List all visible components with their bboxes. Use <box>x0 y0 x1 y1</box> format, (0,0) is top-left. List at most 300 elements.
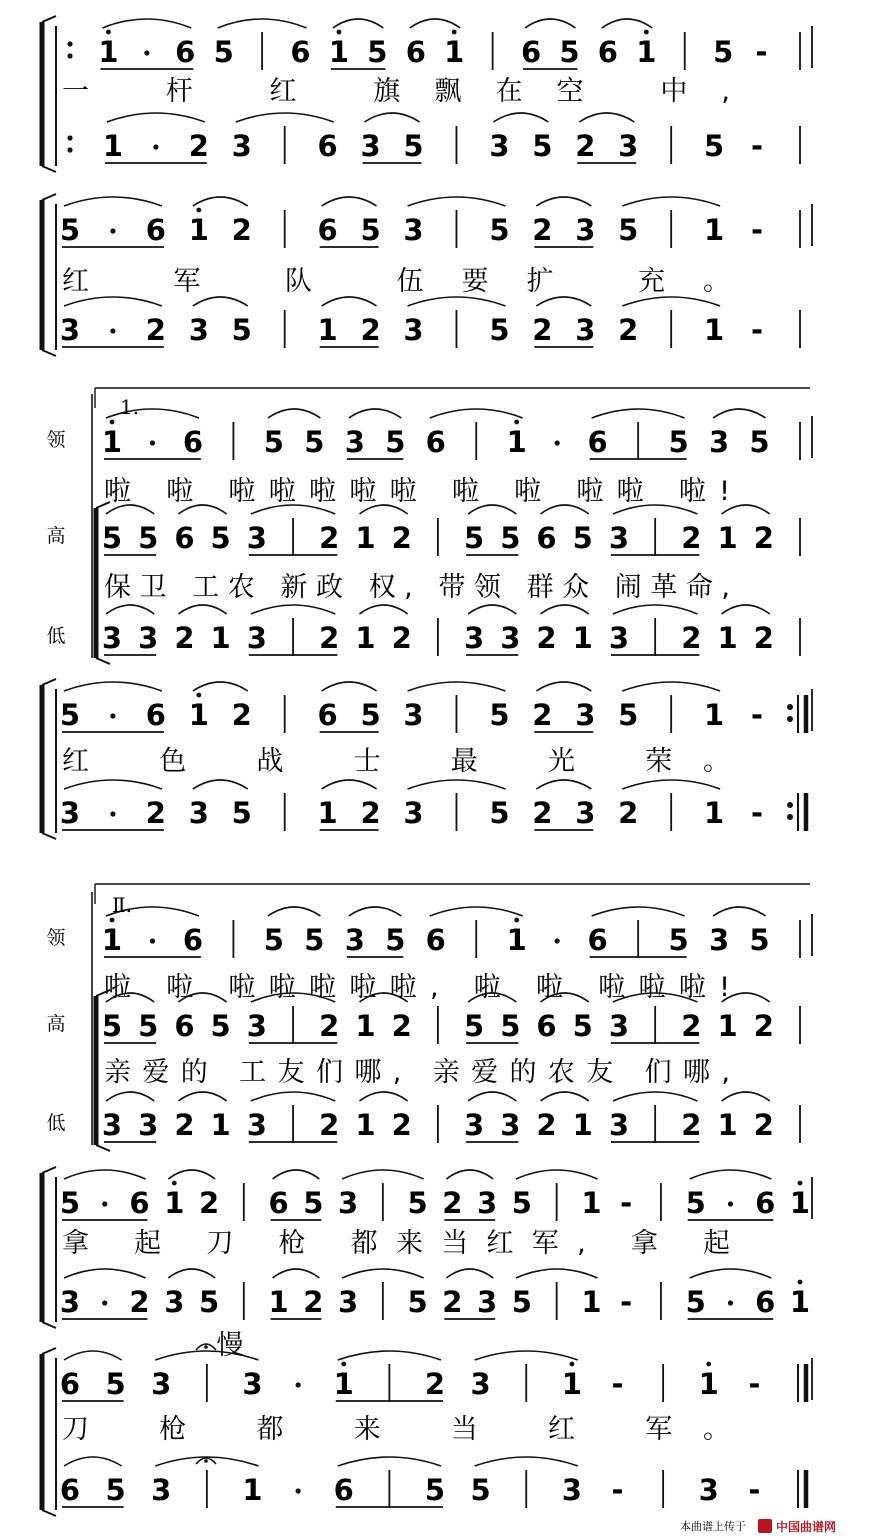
slur <box>475 1457 578 1466</box>
high-octave-dot <box>196 693 201 698</box>
system-1 <box>0 0 812 172</box>
slur <box>408 780 506 789</box>
note-3: 3 <box>101 621 123 655</box>
note-5: 5 <box>210 521 231 555</box>
note-2: 2 <box>303 1285 324 1319</box>
note-2: 2 <box>174 1108 195 1142</box>
slur <box>525 19 575 28</box>
slur <box>536 682 591 691</box>
slur <box>516 1170 598 1179</box>
note-2: 2 <box>532 796 553 830</box>
fermata-dot <box>204 1345 208 1349</box>
note-5: 5 <box>685 1285 706 1319</box>
note-5: 5 <box>304 923 325 957</box>
note-6: 6 <box>587 923 608 957</box>
augmentation-dot <box>153 144 158 149</box>
note-5: 5 <box>668 923 689 957</box>
note-3: 3 <box>59 796 81 830</box>
high-octave-dot <box>172 1181 177 1186</box>
note-2: 2 <box>319 1108 340 1142</box>
dash-note: - <box>751 313 764 347</box>
slur <box>359 1092 407 1101</box>
augmentation-dot <box>150 440 155 445</box>
note-2: 2 <box>391 621 412 655</box>
augmentation-dot <box>110 328 115 333</box>
high-octave-dot <box>798 1280 803 1285</box>
augmentation-dot <box>296 1382 301 1387</box>
note-2: 2 <box>391 521 412 555</box>
note-5: 5 <box>685 1186 706 1220</box>
slur <box>446 1269 493 1278</box>
note-6: 6 <box>536 521 557 555</box>
high-octave-dot <box>514 420 519 425</box>
slur <box>64 1170 146 1179</box>
note-3: 3 <box>344 923 365 957</box>
note-1: 1 <box>317 313 338 347</box>
note-6: 6 <box>145 698 166 732</box>
note-2: 2 <box>188 129 209 163</box>
slur <box>322 780 377 789</box>
slur <box>64 1457 122 1466</box>
high-octave-dot <box>196 208 201 213</box>
note-1: 1 <box>698 1367 719 1401</box>
slur <box>322 297 377 306</box>
slur <box>349 907 401 916</box>
note-6: 6 <box>755 1186 776 1220</box>
note-3: 3 <box>477 1285 498 1319</box>
dash-note: - <box>755 35 768 69</box>
note-1: 1 <box>102 129 124 163</box>
note-1: 1 <box>581 1186 602 1220</box>
slur <box>107 113 205 122</box>
note-3: 3 <box>246 1009 267 1043</box>
fermata-dot <box>204 1459 208 1463</box>
note-2: 2 <box>145 313 166 347</box>
note-3: 3 <box>618 129 639 163</box>
repeat-dot <box>787 814 793 820</box>
slur <box>168 1269 215 1278</box>
note-6: 6 <box>317 129 338 163</box>
slur <box>536 780 591 789</box>
slur <box>349 409 401 418</box>
augmentation-dot <box>144 50 149 55</box>
note-3: 3 <box>101 1108 123 1142</box>
note-5: 5 <box>618 698 639 732</box>
volta-first-label: 1. <box>120 395 140 419</box>
augmentation-dot <box>728 1201 733 1206</box>
note-3: 3 <box>561 1473 582 1507</box>
slur <box>613 605 697 614</box>
slur <box>536 297 591 306</box>
slur <box>408 682 506 691</box>
note-2: 2 <box>129 1285 150 1319</box>
note-6: 6 <box>425 425 446 459</box>
repeat-dot <box>67 147 72 152</box>
note-5: 5 <box>59 213 81 247</box>
note-1: 1 <box>506 425 527 459</box>
bracket-hook <box>96 1145 110 1151</box>
note-5: 5 <box>749 923 770 957</box>
note-5: 5 <box>713 35 734 69</box>
note-5: 5 <box>360 698 381 732</box>
note-2: 2 <box>536 1108 557 1142</box>
note-6: 6 <box>182 425 204 459</box>
note-1: 1 <box>704 698 725 732</box>
note-3: 3 <box>164 1285 185 1319</box>
note-1: 1 <box>101 425 123 459</box>
note-5: 5 <box>511 1285 532 1319</box>
note-5: 5 <box>198 1285 220 1319</box>
note-1: 1 <box>506 923 527 957</box>
slur <box>236 113 334 122</box>
note-3: 3 <box>708 923 730 957</box>
part-label-high: 高 <box>46 1013 66 1035</box>
note-1: 1 <box>101 923 123 957</box>
slur <box>64 197 162 206</box>
note-1: 1 <box>268 1285 289 1319</box>
note-2: 2 <box>424 1367 446 1401</box>
note-1: 1 <box>210 1108 231 1142</box>
note-3: 3 <box>151 1367 172 1401</box>
note-5: 5 <box>489 313 510 347</box>
note-5: 5 <box>489 796 510 830</box>
lyric-line: 保卫 工农 新政 权, 带领 群众 闹革命, <box>104 572 730 603</box>
augmentation-dot <box>102 1300 107 1305</box>
note-5: 5 <box>101 521 123 555</box>
dash-note: - <box>620 1186 633 1220</box>
note-5: 5 <box>489 213 510 247</box>
note-3: 3 <box>188 313 209 347</box>
note-2: 2 <box>174 621 195 655</box>
note-5: 5 <box>500 1009 521 1043</box>
slur <box>342 1170 424 1179</box>
note-1: 1 <box>317 796 338 830</box>
slur <box>602 19 652 28</box>
slur <box>430 907 523 916</box>
lyric-line: 一 杆 红 旗飘在空 中, <box>62 76 730 107</box>
note-3: 3 <box>470 1367 491 1401</box>
note-2: 2 <box>618 796 639 830</box>
note-3: 3 <box>403 213 424 247</box>
note-2: 2 <box>231 698 252 732</box>
high-octave-dot <box>110 420 115 425</box>
slur <box>64 1269 146 1278</box>
lyric-line: 啦 啦 啦啦啦啦啦 啦 啦 啦啦 啦! <box>104 476 730 507</box>
slur <box>536 197 591 206</box>
repeat-dot <box>67 53 72 58</box>
note-2: 2 <box>360 796 381 830</box>
note-2: 2 <box>681 521 702 555</box>
note-1: 1 <box>704 213 725 247</box>
note-6: 6 <box>174 1009 195 1043</box>
note-3: 3 <box>242 1367 263 1401</box>
bracket-hook <box>42 16 56 22</box>
note-2: 2 <box>442 1285 463 1319</box>
note-5: 5 <box>360 213 381 247</box>
slur <box>64 780 162 789</box>
note-5: 5 <box>59 698 81 732</box>
note-6: 6 <box>145 213 166 247</box>
dash-note: - <box>611 1473 624 1507</box>
note-1: 1 <box>717 1108 738 1142</box>
note-5: 5 <box>59 1186 81 1220</box>
note-1: 1 <box>572 621 593 655</box>
note-3: 3 <box>344 425 365 459</box>
high-octave-dot <box>337 30 342 35</box>
high-octave-dot <box>569 1362 574 1367</box>
note-1: 1 <box>444 35 465 69</box>
upload-note: 本曲谱上传于 <box>680 1520 746 1533</box>
note-3: 3 <box>246 1108 267 1142</box>
slur <box>365 113 420 122</box>
note-5: 5 <box>101 1009 123 1043</box>
lyric-line: 拿 起 刀 枪 都来当红军, 拿 起 <box>62 1228 730 1259</box>
note-3: 3 <box>403 698 424 732</box>
bracket-hook <box>42 1510 56 1516</box>
note-2: 2 <box>319 1009 340 1043</box>
slur <box>106 605 154 614</box>
slur <box>408 197 506 206</box>
note-6: 6 <box>333 1473 354 1507</box>
slur <box>622 780 720 789</box>
note-6: 6 <box>755 1285 776 1319</box>
note-3: 3 <box>151 1473 172 1507</box>
slur <box>613 1092 697 1101</box>
note-6: 6 <box>174 521 195 555</box>
note-2: 2 <box>575 129 596 163</box>
note-1: 1 <box>355 1108 376 1142</box>
note-1: 1 <box>704 313 725 347</box>
note-2: 2 <box>681 1108 702 1142</box>
note-3: 3 <box>698 1473 719 1507</box>
slur <box>273 1170 320 1179</box>
note-3: 3 <box>489 129 510 163</box>
note-6: 6 <box>536 1009 557 1043</box>
note-1: 1 <box>210 621 231 655</box>
augmentation-dot <box>728 1300 733 1305</box>
augmentation-dot <box>555 938 560 943</box>
repeat-dot <box>787 716 793 722</box>
slur <box>359 605 407 614</box>
high-octave-dot <box>644 30 649 35</box>
slur <box>410 19 460 28</box>
dash-note: - <box>751 698 764 732</box>
slur <box>592 409 685 418</box>
repeat-dot <box>67 135 72 140</box>
bracket-hook <box>42 1322 56 1328</box>
augmentation-dot <box>102 1201 107 1206</box>
dash-note: - <box>748 1367 761 1401</box>
note-1: 1 <box>704 796 725 830</box>
slur <box>64 682 162 691</box>
note-5: 5 <box>470 1473 491 1507</box>
slur <box>516 1269 598 1278</box>
note-1: 1 <box>328 35 350 69</box>
note-3: 3 <box>608 621 630 655</box>
note-3: 3 <box>575 313 596 347</box>
note-1: 1 <box>355 521 376 555</box>
note-3: 3 <box>138 621 159 655</box>
slur <box>468 605 516 614</box>
note-5: 5 <box>489 698 510 732</box>
note-5: 5 <box>304 425 325 459</box>
slur <box>493 113 548 122</box>
note-1: 1 <box>572 1108 593 1142</box>
dash-note: - <box>748 1473 761 1507</box>
slur <box>338 1351 441 1360</box>
note-2: 2 <box>391 1009 412 1043</box>
slur <box>251 605 335 614</box>
note-5: 5 <box>407 1285 428 1319</box>
note-3: 3 <box>477 1186 498 1220</box>
slur <box>475 1351 578 1360</box>
high-octave-dot <box>106 30 111 35</box>
slur <box>690 1170 772 1179</box>
note-3: 3 <box>608 1009 630 1043</box>
tempo-marking: 慢 <box>216 1330 244 1361</box>
note-2: 2 <box>360 313 381 347</box>
slur <box>722 605 770 614</box>
note-2: 2 <box>145 796 166 830</box>
note-5: 5 <box>464 1009 485 1043</box>
note-3: 3 <box>59 313 81 347</box>
note-3: 3 <box>575 698 596 732</box>
high-octave-dot <box>452 30 457 35</box>
slur <box>333 19 383 28</box>
note-5: 5 <box>749 425 770 459</box>
note-6: 6 <box>520 35 542 69</box>
slur <box>430 409 523 418</box>
dash-note: - <box>751 796 764 830</box>
note-6: 6 <box>268 1186 289 1220</box>
note-5: 5 <box>500 521 521 555</box>
note-5: 5 <box>532 129 553 163</box>
note-6: 6 <box>317 213 338 247</box>
note-3: 3 <box>500 621 521 655</box>
bracket-hook <box>42 679 56 685</box>
note-6: 6 <box>425 923 446 957</box>
bracket-hook <box>42 833 56 839</box>
note-2: 2 <box>753 1108 774 1142</box>
dash-note: - <box>620 1285 633 1319</box>
note-2: 2 <box>532 213 553 247</box>
note-5: 5 <box>138 1009 159 1043</box>
note-2: 2 <box>536 621 557 655</box>
slur <box>268 907 320 916</box>
note-6: 6 <box>129 1186 150 1220</box>
high-octave-dot <box>110 918 115 923</box>
note-6: 6 <box>405 35 426 69</box>
note-3: 3 <box>464 1108 485 1142</box>
note-2: 2 <box>198 1186 220 1220</box>
lyric-line: 啦 啦 啦啦啦啦啦, 啦 啦 啦啦啦! <box>104 972 730 1003</box>
note-3: 3 <box>231 129 252 163</box>
high-octave-dot <box>341 1362 346 1367</box>
augmentation-dot <box>110 228 115 233</box>
slur <box>713 907 765 916</box>
note-1: 1 <box>355 621 376 655</box>
dash-note: - <box>751 129 764 163</box>
note-5: 5 <box>572 1009 593 1043</box>
augmentation-dot <box>110 713 115 718</box>
note-1: 1 <box>164 1186 185 1220</box>
note-5: 5 <box>511 1186 532 1220</box>
note-2: 2 <box>753 521 774 555</box>
note-6: 6 <box>597 35 618 69</box>
note-1: 1 <box>717 621 738 655</box>
note-2: 2 <box>681 621 702 655</box>
part-label-low: 低 <box>46 1112 66 1134</box>
dash-note: - <box>611 1367 624 1401</box>
volta-second-label: Ⅱ. <box>112 893 132 917</box>
note-3: 3 <box>59 1285 81 1319</box>
note-5: 5 <box>138 521 159 555</box>
note-6: 6 <box>59 1473 81 1507</box>
note-5: 5 <box>231 313 252 347</box>
slur <box>408 297 506 306</box>
high-octave-dot <box>798 1181 803 1186</box>
note-3: 3 <box>464 621 485 655</box>
note-1: 1 <box>333 1367 354 1401</box>
note-1: 1 <box>561 1367 582 1401</box>
augmentation-dot <box>555 440 560 445</box>
note-5: 5 <box>385 923 406 957</box>
note-5: 5 <box>105 1367 126 1401</box>
part-label-high: 高 <box>46 525 66 547</box>
slur <box>468 1092 516 1101</box>
slur <box>338 1457 441 1466</box>
note-2: 2 <box>532 313 553 347</box>
slur <box>106 1092 154 1101</box>
slur <box>541 1092 589 1101</box>
note-1: 1 <box>789 1285 811 1319</box>
slur <box>251 1092 335 1101</box>
watermark-text: 中国曲谱网 <box>776 1520 837 1534</box>
lyric-line: 红 军 队 伍要扩 充。 <box>62 266 730 297</box>
repeat-dot <box>67 41 72 46</box>
note-5: 5 <box>263 923 284 957</box>
note-6: 6 <box>59 1367 81 1401</box>
note-2: 2 <box>753 1009 774 1043</box>
slur <box>622 297 720 306</box>
slur <box>713 409 765 418</box>
note-5: 5 <box>559 35 580 69</box>
note-1: 1 <box>717 1009 738 1043</box>
note-2: 2 <box>391 1108 412 1142</box>
bracket-hook <box>42 1167 56 1173</box>
note-1: 1 <box>789 1186 811 1220</box>
note-3: 3 <box>608 1108 630 1142</box>
note-5: 5 <box>367 35 388 69</box>
note-2: 2 <box>681 1009 702 1043</box>
slur <box>193 297 248 306</box>
note-1: 1 <box>717 521 738 555</box>
part-label-lead: 领 <box>46 927 66 949</box>
slur <box>342 1269 424 1278</box>
slur <box>178 1092 226 1101</box>
note-1: 1 <box>98 35 119 69</box>
note-1: 1 <box>188 213 209 247</box>
note-5: 5 <box>424 1473 446 1507</box>
part-label-lead: 领 <box>46 429 66 451</box>
note-5: 5 <box>704 129 725 163</box>
note-5: 5 <box>407 1186 428 1220</box>
lyric-line: 刀 枪 都 来 当 红 军。 <box>62 1414 730 1445</box>
note-3: 3 <box>338 1285 359 1319</box>
slur <box>273 1269 320 1278</box>
note-2: 2 <box>532 698 553 732</box>
slur <box>592 907 685 916</box>
